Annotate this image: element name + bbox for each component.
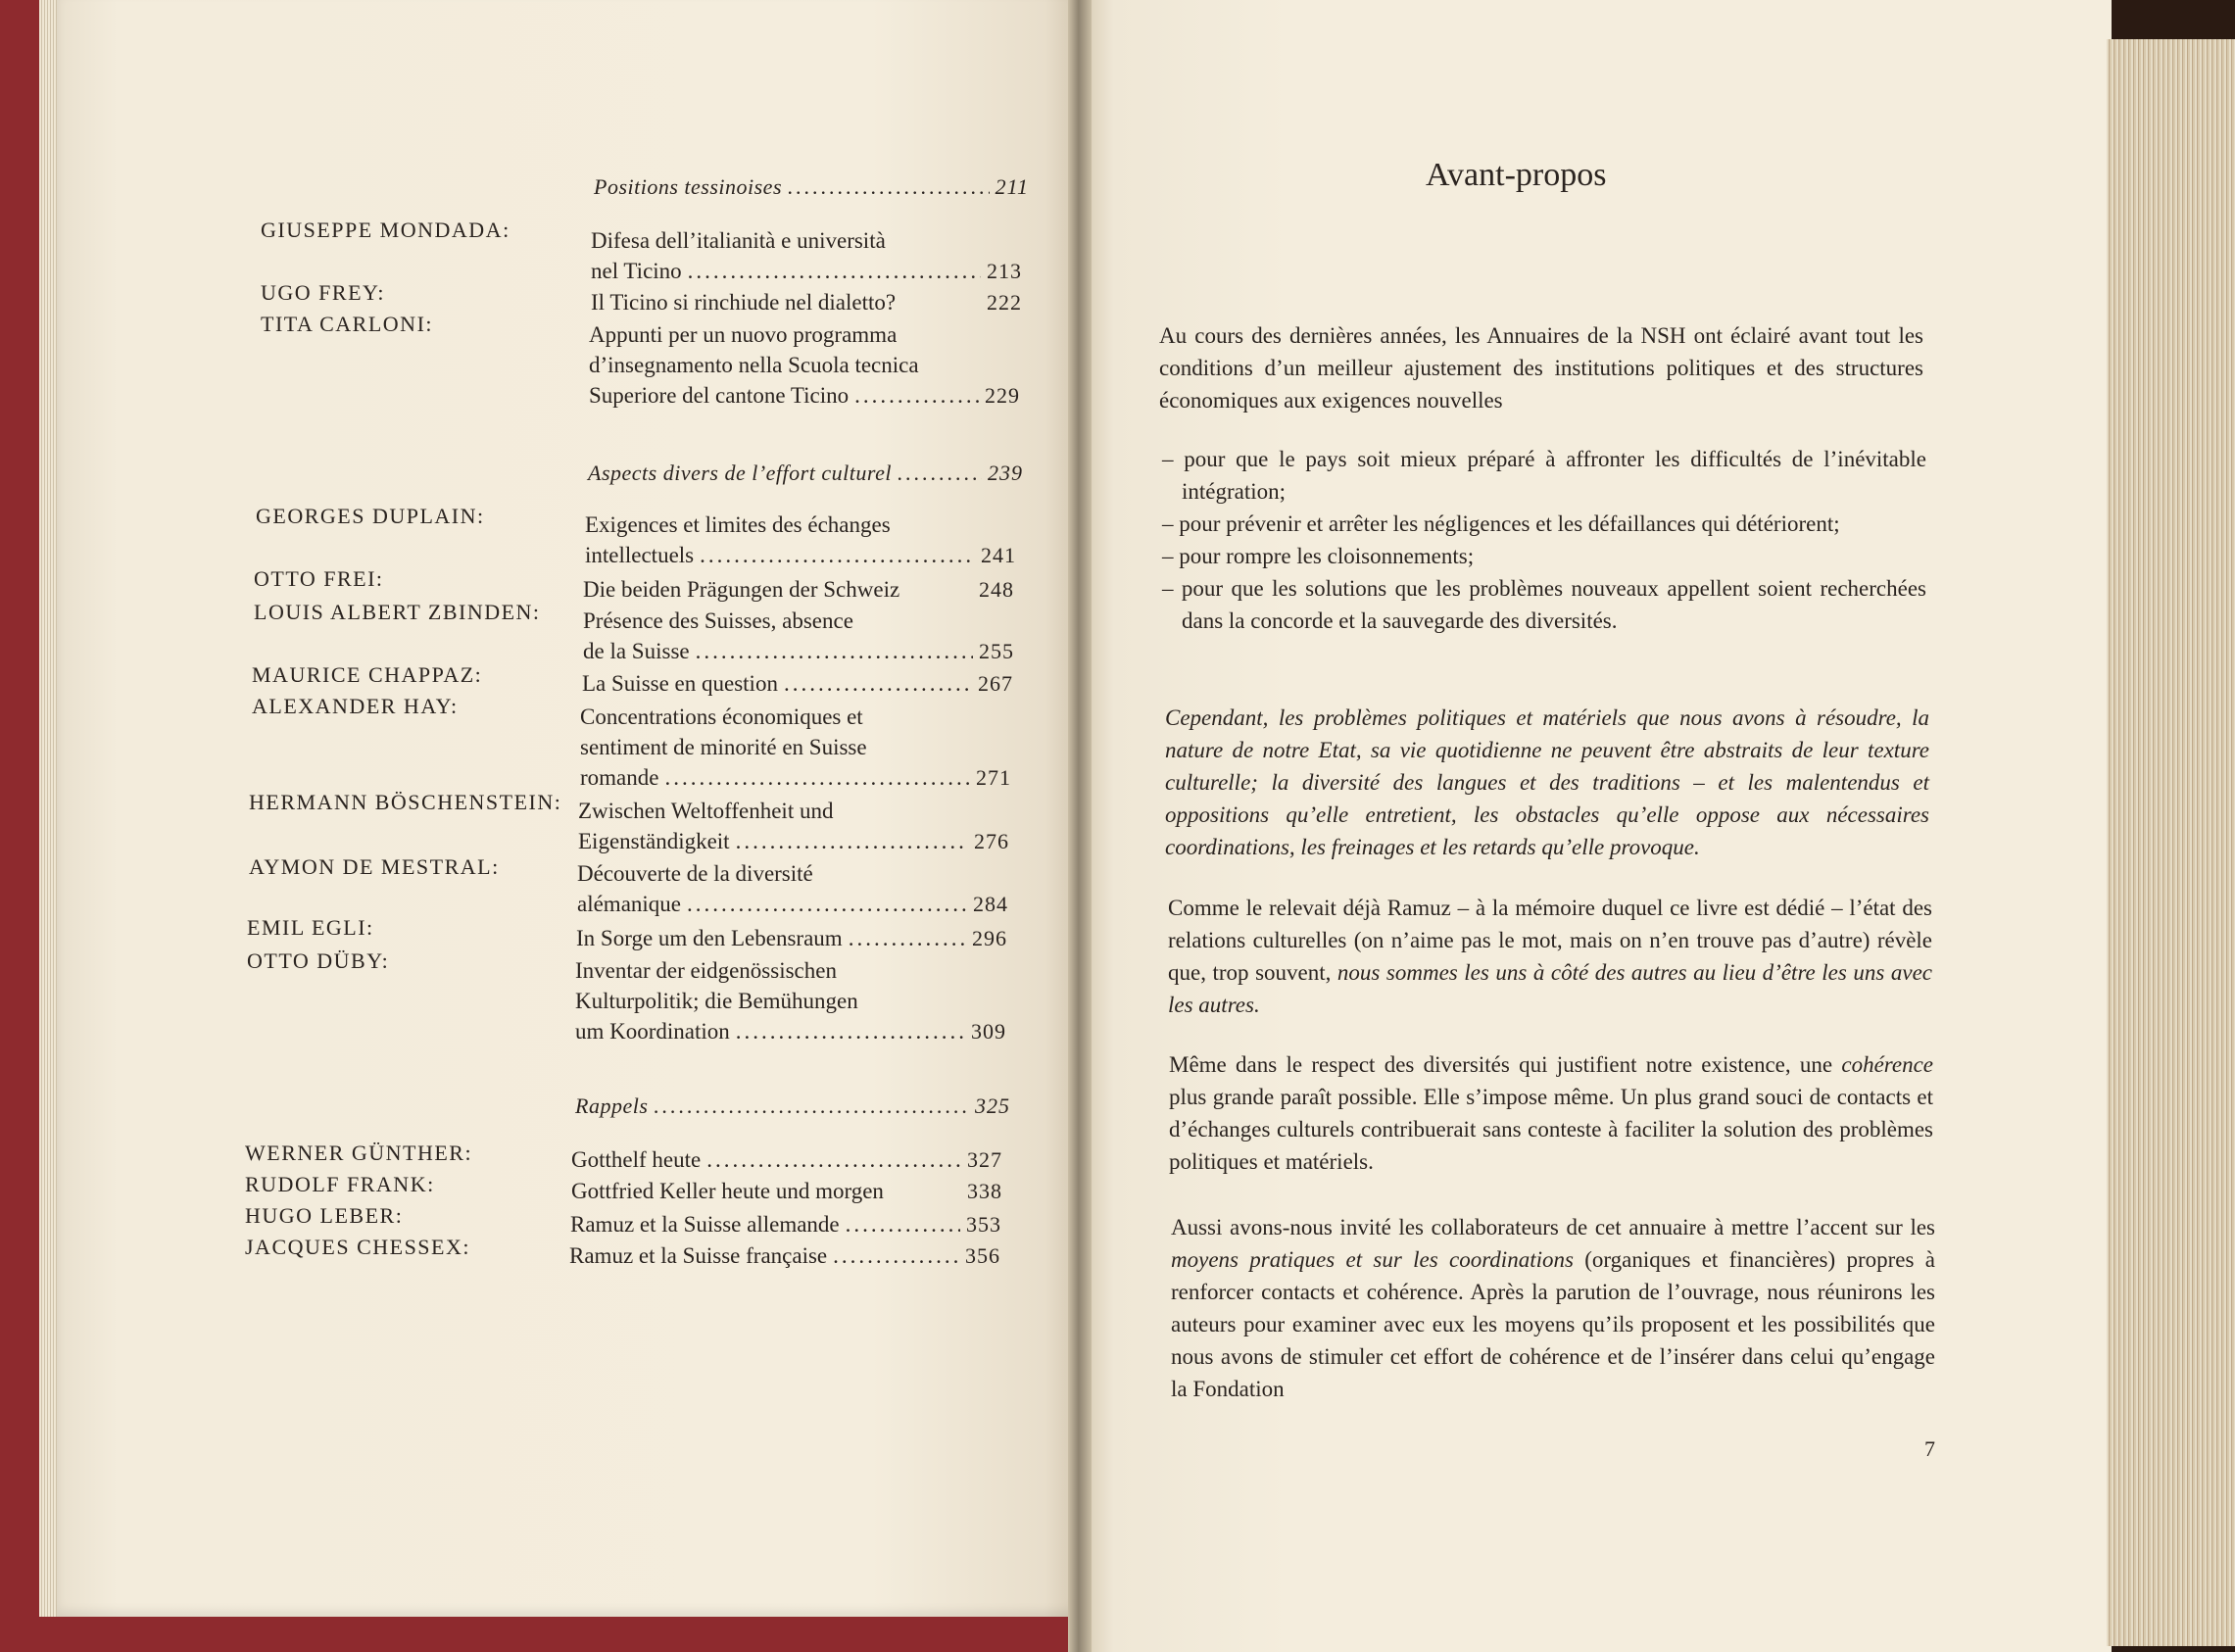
page-title: Avant-propos (1426, 157, 1607, 193)
toc-author: EMIL EGLI: (247, 915, 374, 940)
toc-entry: Il Ticino si rinchiude nel dialetto? 222 (591, 290, 1022, 315)
list-item: – pour que le pays soit mieux préparé à affronter les difficultés de l’inévitable intégration; (1162, 447, 1926, 504)
toc-entry: Gottfried Keller heute und morgen 338 (571, 1179, 1002, 1203)
toc-author: UGO FREY: (261, 280, 385, 305)
toc-author: OTTO FREI: (254, 566, 384, 591)
toc-author: HERMANN BÖSCHENSTEIN: (249, 790, 562, 814)
toc-section-heading: Aspects divers de l’effort culturel ..... 239 (588, 461, 1023, 486)
list-item: – pour rompre les cloisonnements; (1162, 544, 1475, 568)
foreword-paragraph: Au cours des dernières années, les Annuaires de la NSH ont éclairé avant tout les conditions d’un meilleur ajustement des institutions politiques et des structures économiques aux exigences nouvelles (1159, 323, 1923, 413)
toc-entry: Appunti per un nuovo programma d’insegnamento nella Scuola tecnica Superiore del cantone Ticino ..... 229 (589, 319, 1020, 411)
toc-entry: Difesa dell’italianità e università nel Ticino ..... 213 (591, 225, 1022, 286)
page-number: 7 (1924, 1436, 1935, 1461)
toc-author: MAURICE CHAPPAZ: (252, 662, 483, 687)
toc-entry: Gotthelf heute ..... 327 (571, 1144, 1002, 1175)
toc-entry: La Suisse en question ..... 267 (582, 668, 1013, 699)
toc-author: WERNER GÜNTHER: (245, 1141, 473, 1165)
toc-entry: Ramuz et la Suisse française ..... 356 (569, 1240, 1000, 1271)
foreword-paragraph: Comme le relevait déjà Ramuz – à la mémoire duquel ce livre est dédié – l’état des relations culturelles (on n’aime pas le mot, mais on n’en trouve pas d’autre) révèle que, trop souvent, nous sommes les uns à côté des autres au lieu d’être les uns avec les autres. (1168, 896, 1932, 1017)
toc-author: LOUIS ALBERT ZBINDEN: (254, 600, 541, 624)
toc-author: JACQUES CHESSEX: (245, 1235, 470, 1259)
toc-author: AYMON DE MESTRAL: (249, 854, 500, 879)
foreword-paragraph: Même dans le respect des diversités qui justifient notre existence, une cohérence plus grande paraît possible. Elle s’impose même. Un plus grand souci de contacts et d’échanges culturels contribuerait sans conteste à faciliter la solution des problèmes politiques et matériels. (1169, 1052, 1933, 1174)
toc-author: RUDOLF FRANK: (245, 1172, 435, 1196)
toc-entry: Exigences et limites des échanges intellectuels ..... 241 (585, 510, 1016, 570)
foreword-paragraph-italic: Cependant, les problèmes politiques et matériels que nous avons à résoudre, la nature de notre Etat, sa vie quotidienne ne peuvent être abstraits de leur texture culturelle; la diversité des langues et des traditions – et les malentendus et oppositions qu’elle entretient, les obstacles qu’elle oppose aux nécessaires coordinations, les freinages et les retards qu’elle provoque. (1165, 705, 1929, 859)
toc-author: OTTO DÜBY: (247, 948, 390, 973)
toc-author: ALEXANDER HAY: (252, 694, 459, 718)
foreword-paragraph: Aussi avons-nous invité les collaborateurs de cet annuaire à mettre l’accent sur les moyens pratiques et sur les coordinations (organiques et financières) propres à renforcer contacts et cohérence. Après la parution de l’ouvrage, nous réunirons les auteurs pour examiner avec eux les moyens qu’ils proposent et les possibilités que nous avons de stimuler cet effort de cohérence et de l’insérer dans celui qu’engage la Fondation (1171, 1215, 1935, 1401)
toc-entry: Die beiden Prägungen der Schweiz 248 (583, 577, 1014, 602)
toc-entry: Inventar der eidgenössischen Kulturpolitik; die Bemühungen um Koordination ..... 309 (575, 955, 1006, 1046)
toc-author: TITA CARLONI: (261, 312, 434, 336)
toc-entry: Ramuz et la Suisse allemande ..... 353 (570, 1209, 1001, 1239)
foreword-bullet-list (1162, 443, 1926, 637)
list-item: – pour prévenir et arrêter les négligences et les défaillances qui détériorent; (1162, 511, 1840, 536)
toc-author: HUGO LEBER: (245, 1203, 404, 1228)
list-item: – pour que les solutions que les problèmes nouveaux appellent soient recherchées dans la concorde et la sauvegarde des diversités. (1162, 576, 1926, 633)
toc-entry: In Sorge um den Lebensraum ..... 296 (576, 923, 1007, 953)
toc-author: GIUSEPPE MONDADA: (261, 218, 510, 242)
toc-entry: Zwischen Weltoffenheit und Eigenständigkeit ..... 276 (578, 796, 1009, 856)
toc-entry: Concentrations économiques et sentiment de minorité en Suisse romande ..... 271 (580, 702, 1011, 793)
toc-author: GEORGES DUPLAIN: (256, 504, 485, 528)
toc-section-heading: Rappels ..... 325 (575, 1093, 1010, 1119)
toc-entry: Découverte de la diversité alémanique ..... 284 (577, 858, 1008, 919)
toc-entry: Présence des Suisses, absence de la Suisse ..... 255 (583, 606, 1014, 666)
toc-section-heading: Positions tessinoises ..... 211 (594, 174, 1029, 200)
